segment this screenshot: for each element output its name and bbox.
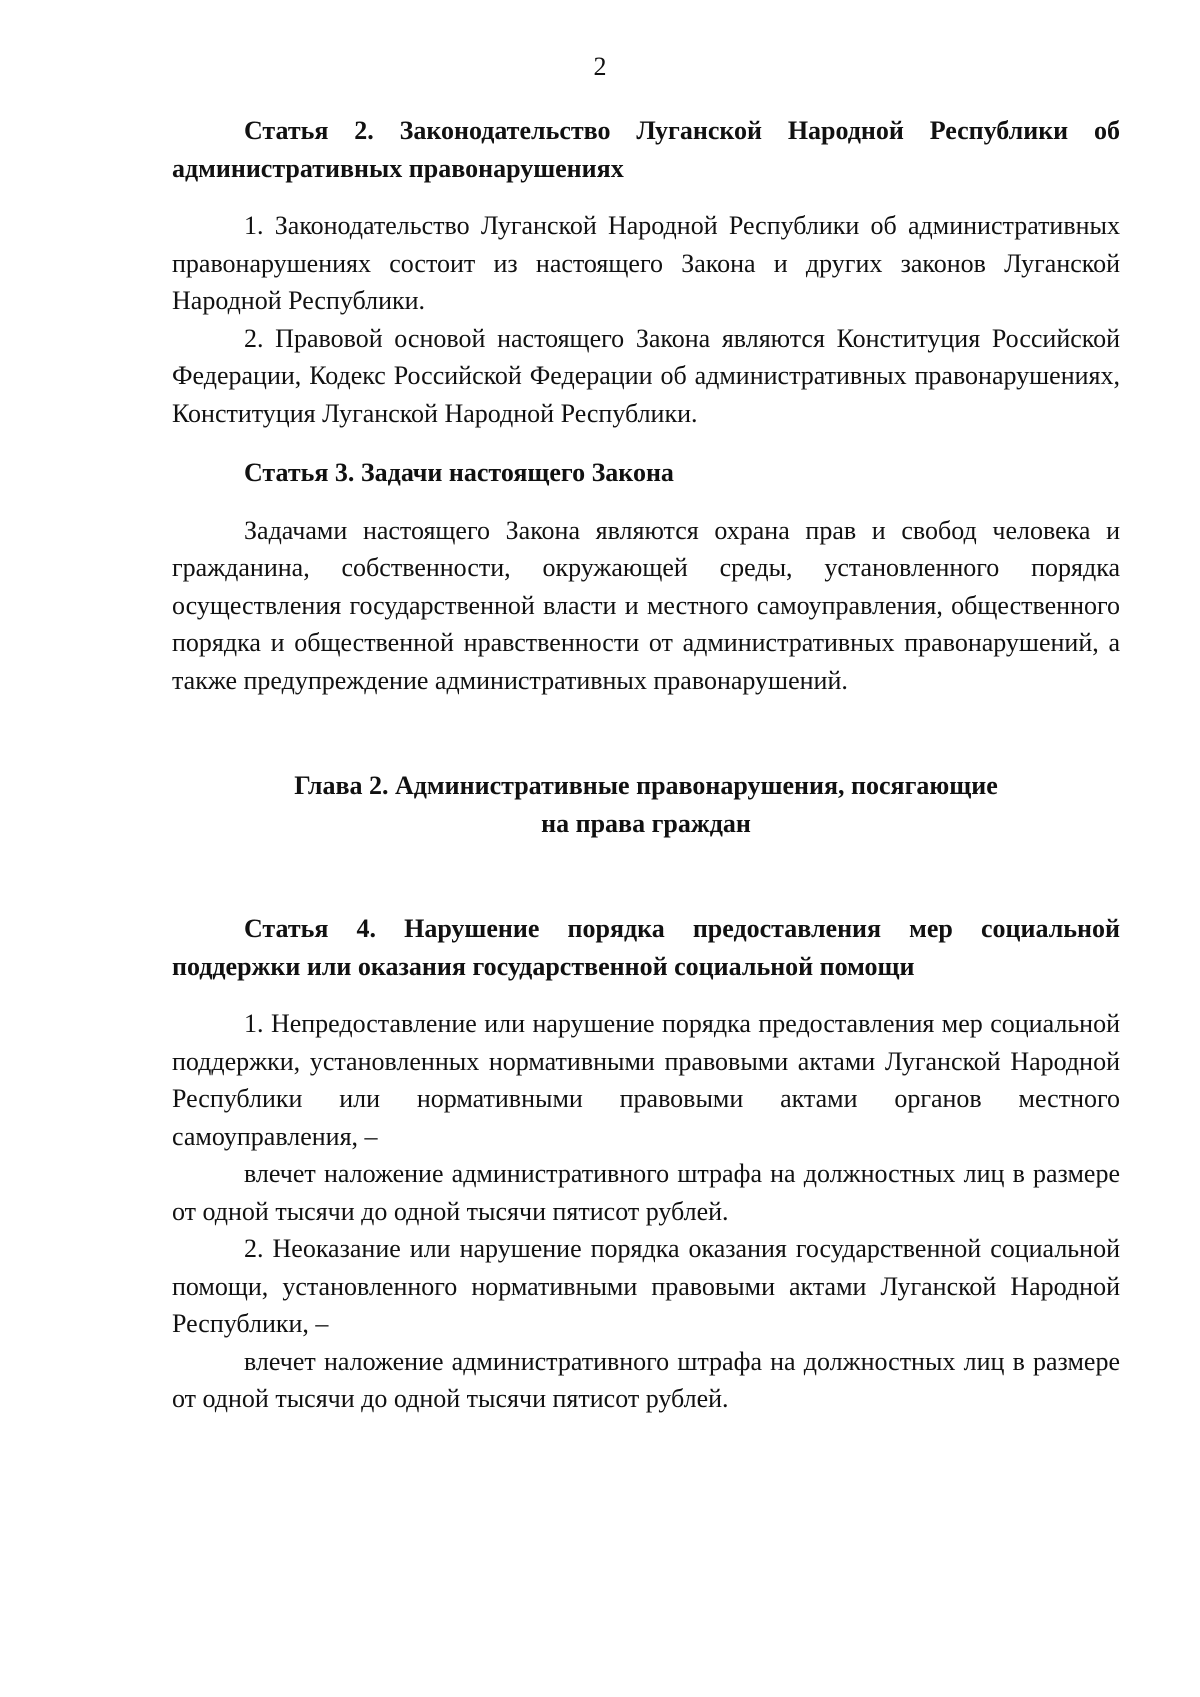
page-number: 2: [593, 52, 607, 81]
article-2-heading: Статья 2. Законодательство Луганской Народной Республики об административных правонарушениях: [172, 116, 1120, 183]
article-4-paragraph-1: 1. Непредоставление или нарушение порядка предоставления мер социальной поддержки, установленных нормативными правовыми актами Луганской Народной Республики или нормативными правовыми актами органов местного самоуправления, –: [172, 1009, 1120, 1151]
chapter-2-title-line-2: на права граждан: [541, 808, 751, 838]
article-2-paragraph-1: 1. Законодательство Луганской Народной Республики об административных правонарушениях состоит из настоящего Закона и других законов Луганской Народной Республики.: [172, 211, 1120, 315]
article-3-heading: Статья 3. Задачи настоящего Закона: [244, 458, 674, 487]
article-4-paragraph-2-penalty: влечет наложение административного штрафа на должностных лиц в размере от одной тысячи до одной тысячи пятисот рублей.: [172, 1346, 1120, 1413]
chapter-2-title-line-1: Глава 2. Административные правонарушения, посягающие: [294, 771, 998, 800]
article-2-paragraph-2: 2. Правовой основой настоящего Закона являются Конституция Российской Федерации, Кодекс Российской Федерации об административных правонарушениях, Конституция Луганской Народной Республики.: [172, 323, 1120, 428]
article-4-paragraph-1-penalty: влечет наложение административного штрафа на должностных лиц в размере от одной тысячи до одной тысячи пятисот рублей.: [172, 1159, 1120, 1226]
document-body: [172, 112, 1120, 1418]
article-4-heading: Статья 4. Нарушение порядка предоставления мер социальной поддержки или оказания государственной социальной помощи: [172, 914, 1120, 981]
article-4-paragraph-2: 2. Неоказание или нарушение порядка оказания государственной социальной помощи, установленного нормативными правовыми актами Луганской Народной Республики, –: [172, 1234, 1120, 1338]
article-3-paragraph-1: Задачами настоящего Закона являются охрана прав и свобод человека и гражданина, собственности, окружающей среды, установленного порядка осуществления государственной власти и местного самоуправления, общественного порядка и общественной нравственности от административных правонарушений, а также предупреждение административных правонарушений.: [172, 515, 1120, 695]
